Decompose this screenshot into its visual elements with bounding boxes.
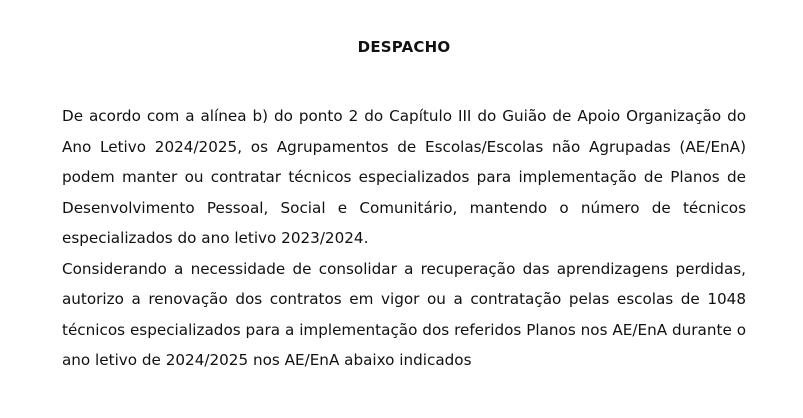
paragraph-1: De acordo com a alínea b) do ponto 2 do Capítulo III do Guião de Apoio Organização do Ano Letivo 2024/2025, os Agrupamentos de Escolas/Escolas não Agrupadas (AE/EnA) podem manter ou contratar técnicos especializados para implementação de Planos de Desenvolvimento Pessoal, Social e Comunitário, mantendo o número de técnicos especializados do ano letivo 2023/2024. [62,107,746,247]
document-title: DESPACHO [357,38,451,56]
paragraph-2: Considerando a necessidade de consolidar a recuperação das aprendizagens perdidas, autorizo a renovação dos contratos em vigor ou a contratação pelas escolas de 1048 técnicos especializados para a implementação dos referidos Planos nos AE/EnA durante o ano letivo de 2024/2025 nos AE/EnA abaixo indicados [62,259,746,369]
document-body [62,101,746,376]
